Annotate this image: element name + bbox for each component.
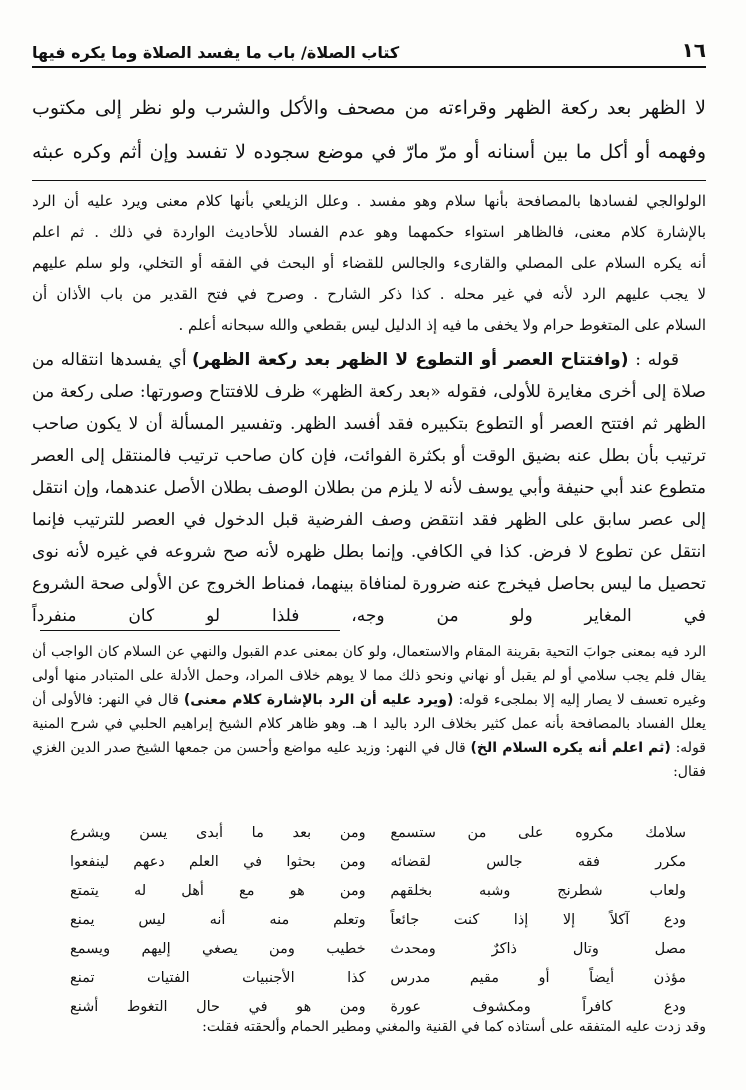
chapter-title: كتاب الصلاة/ باب ما يفسد الصلاة وما يكره فيها — [32, 43, 400, 62]
main-paragraph — [32, 344, 706, 632]
commentary-line: السلام على المتغوط حرام ولا يخفى ما فيه إذ الدليل ليس بقطعي والله سبحانه أعلم . — [178, 316, 706, 334]
footnote-bold: (ويرد عليه أن الرد بالإشارة كلام معنى) — [183, 692, 454, 708]
verse-first-hemistich: مؤذن أيضاً أو مقيم مدرس — [390, 969, 686, 986]
verse-second-hemistich: كذا الأجنبيات الفتيات تمنع — [70, 969, 366, 986]
poem-verse — [70, 934, 686, 963]
poem-verse — [70, 905, 686, 934]
main-line: وفهمه أو أكل ما بين أسنانه أو مرّ مارّ في موضع سجوده لا تفسد وإن أثم وكره عبثه — [32, 141, 706, 163]
main-line: لا الظهر بعد ركعة الظهر وقراءته من مصحف والأكل والشرب ولو نظر إلى مكتوب — [32, 97, 706, 119]
main-text-middle — [32, 344, 706, 632]
lead-word: قوله : — [628, 350, 679, 370]
footnote-block — [32, 640, 706, 784]
footnote-text: قال في النهر: وزيد عليه مواضع وأحسن من جمعها الشيخ صدر الدين الغزي فقال: — [32, 740, 706, 780]
footnote-text: الرد فيه بمعنى جوابَ التحية بقرينة المقام والاستعمال، ولو كان بمعنى عدم القبول والنهي عن السلام كان الواجب أن يقال فلم يجب سلامي أو لم يقبل أو نهاني ونحو ذلك مما لا يوهم خلاف المراد، وحمل الأدلة على المتبادر منها أولى وغيره تعسف لا يصار إليه إلا بملجىء قوله: — [32, 644, 707, 708]
commentary-line: بالإشارة كلام معنى، فالظاهر استواء حكمهما وهو عدم الفساد للأحاديث الواردة في ذلك . ثم اعلم — [32, 223, 706, 241]
verse-second-hemistich: ومن بحثوا في العلم دعهم لينفعوا — [70, 853, 366, 870]
commentary-line: أنه يكره السلام على المصلي والقارىء والجالس للقضاء أو البحث في الفقه أو التخلي، ولو سلم عليهم — [32, 254, 706, 272]
verse-first-hemistich: مكرر فقه جالس لقضائه — [390, 853, 686, 870]
paragraph-body: أي يفسدها انتقاله من صلاة إلى أخرى مغايرة للأولى، فقوله «بعد ركعة الظهر» ظرف للافتتاح وصورتها: صلى ركعة من الظهر ثم افتتح العصر أو التطوع بتكبيره فقد أفسد الظهر. وتفسير المسألة أن لا يكون صاحب ترتيب بأن بطل عنه بضيق الوقت أو بكثرة الفوائت، فإن كان صاحب ترتيب فالمنتقل إلى العصر متطوع عند أبي حنيفة وأبي يوسف لأنه لا يلزم من بطلان الوصف بطلان الأصل عندهما، وإن انتقل إلى عصر سابق على الظهر فقد انتقض وصف الفرضية قبل الدخول في العصر للترتيب فإنما انتقل عن تطوع لا فرض. كذا في الكافي. وإنما بطل ظهره لأنه صح شروعه في غيره لأنه نوى تحصيل ما ليس بحاصل فيخرج عنه ضرورة لمنافاة بينهما، فمناط الخروج عن الأولى صحة الشروع في المغاير ولو من وجه، فلذا لو كان منفرداً — [32, 350, 706, 626]
footnote-text: قال في النهر: فالأولى أن يعلل الفساد بالمصافحة بأنه عمل كثير بخلاف الرد باليد ا هـ. وهو ظاهر كلام الشيخ إبراهيم الحلبي في شرح المنية قوله: — [32, 692, 706, 756]
page-number: ١٦ — [681, 38, 706, 62]
footnote-paragraph — [32, 640, 706, 784]
verse-second-hemistich: وتعلم منه أنه ليس يمنع — [70, 911, 366, 928]
footnote-bold: (ثم اعلم أنه يكره السلام الخ) — [470, 740, 671, 756]
verse-first-hemistich: سلامك مكروه على من ستسمع — [390, 824, 686, 841]
poem-verse — [70, 818, 686, 847]
commentary-block — [32, 186, 706, 341]
poem-verse — [70, 847, 686, 876]
commentary-line: لا يجب عليهم الرد لأنه في غير محله . كذا ذكر الشارح . وصرح في فتح القدير من باب الأذان أن — [32, 285, 706, 303]
poem-block — [70, 818, 686, 1021]
verse-first-hemistich: ودع كافراً ومكشوف عورة — [390, 998, 686, 1015]
poem-verse — [70, 876, 686, 905]
verse-second-hemistich: ومن هو مع أهل له يتمتع — [70, 882, 366, 899]
verse-second-hemistich: خطيب ومن يصغي إليهم ويسمع — [70, 940, 366, 957]
verse-first-hemistich: ودع آكلاً إلا إذا كنت جائعاً — [390, 911, 686, 928]
footnote-rule — [40, 630, 340, 631]
running-header — [32, 38, 706, 68]
bold-quote: (وافتتاح العصر أو التطوع لا الظهر بعد ركعة الظهر) — [192, 350, 629, 370]
closing-line: وقد زدت عليه المتفقه على أستاذه كما في القنية والمغني ومطير الحمام وألحقته فقلت: — [202, 1019, 706, 1035]
verse-first-hemistich: مصل وتال ذاكرٌ ومحدث — [390, 940, 686, 957]
commentary-line: الولوالجي لفسادها بالمصافحة بأنها سلام وهو مفسد . وعلل الزيلعي بأنها كلام معنى ويرد عليه أن الرد — [32, 192, 706, 210]
poem-verse — [70, 963, 686, 992]
verse-first-hemistich: ولعاب شطرنج وشبه بخلقهم — [390, 882, 686, 899]
divider-rule — [32, 180, 706, 181]
main-text-top — [32, 86, 706, 174]
verse-second-hemistich: ومن بعد ما أبدى يسن ويشرع — [70, 824, 366, 841]
verse-second-hemistich: ومن هو في حال التغوط أشنع — [70, 998, 366, 1015]
